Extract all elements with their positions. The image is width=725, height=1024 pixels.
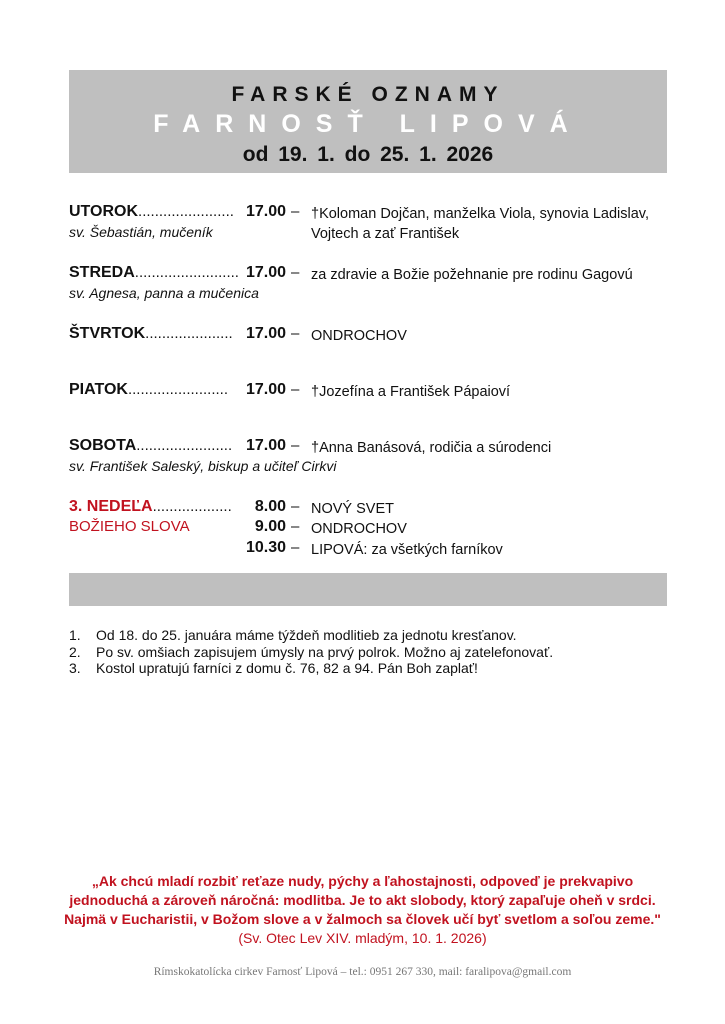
- quote-line: jednoduchá a zároveň náročná: modlitba. Je to akt slobody, ktorý zapaľuje oheň v srdci.: [69, 892, 656, 908]
- list-item: [69, 644, 553, 661]
- mass-intention: ONDROCHOV: [311, 328, 407, 344]
- item-number: 2.: [69, 643, 81, 660]
- mass-time: 8.00: [254, 498, 286, 515]
- divider-bar: [69, 573, 667, 606]
- quote-source: (Sv. Otec Lev XIV. mladým, 10. 1. 2026): [238, 930, 487, 946]
- mass-time: 17.00: [245, 325, 286, 342]
- mass-intention: za zdravie a Božie požehnanie pre rodinu Gagovú: [311, 267, 633, 283]
- saint-of-day: sv. František Saleský, biskup a učiteľ Cirkvi: [69, 458, 337, 474]
- day-label: PIATOK........................: [69, 381, 228, 398]
- dash: –: [291, 264, 300, 281]
- saint-of-day: sv. Agnesa, panna a mučenica: [69, 285, 259, 301]
- sunday-label: 3. NEDEĽA...................: [69, 498, 232, 515]
- date-range: od 19. 1. do 25. 1. 2026: [242, 143, 494, 166]
- mass-intention: LIPOVÁ: za všetkých farníkov: [311, 542, 503, 558]
- quote-line: Najmä v Eucharistii, v Božom slove a v žalmoch sa človek učí byť svetlom a soľou zeme.": [64, 911, 661, 927]
- item-number: 3.: [69, 660, 81, 676]
- quote-line: „Ak chcú mladí rozbiť reťaze nudy, pýchy a ľahostajnosti, odpoveď je prekvapivo: [91, 873, 634, 889]
- pope-quote: [40, 872, 685, 948]
- dash: –: [291, 498, 300, 515]
- dash: –: [291, 381, 300, 398]
- page-title: FARSKÉ OZNAMY: [231, 83, 505, 106]
- mass-time: 17.00: [245, 264, 286, 281]
- saint-of-day: sv. Šebastián, mučeník: [69, 224, 213, 240]
- day-label: ŠTVRTOK.....................: [69, 325, 233, 342]
- list-item: [69, 627, 553, 644]
- item-text: Od 18. do 25. januára máme týždeň modlitieb za jednotu kresťanov.: [96, 627, 517, 643]
- item-number: 1.: [69, 627, 81, 643]
- header-banner: [69, 70, 667, 173]
- list-item: [69, 660, 553, 677]
- day-label: SOBOTA.......................: [69, 437, 233, 454]
- item-text: Po sv. omšiach zapisujem úmysly na prvý polrok. Možno aj zatelefonovať.: [96, 643, 554, 660]
- sunday-subtitle: BOŽIEHO SLOVA: [69, 518, 190, 535]
- mass-time: 17.00: [245, 203, 286, 220]
- mass-intention: †Jozefína a František Pápaioví: [311, 384, 511, 400]
- mass-intention: †Koloman Dojčan, manželka Viola, synovia Ladislav, Vojtech a zať František: [311, 206, 649, 242]
- day-label: UTOROK.......................: [69, 203, 234, 220]
- parish-name: FARNOSŤ LIPOVÁ: [153, 110, 583, 138]
- day-label: STREDA.........................: [69, 264, 239, 281]
- mass-intention: ONDROCHOV: [311, 521, 407, 537]
- mass-intention: NOVÝ SVET: [311, 501, 394, 517]
- mass-time: 10.30: [245, 539, 286, 556]
- dash: –: [291, 325, 300, 342]
- dash: –: [291, 203, 300, 220]
- announcements-list: [69, 627, 553, 677]
- dash: –: [291, 518, 300, 535]
- schedule-row-nedela: [69, 498, 669, 560]
- item-text: Kostol upratujú farníci z domu č. 76, 82 a 94. Pán Boh zaplať!: [96, 660, 478, 676]
- dash: –: [291, 539, 300, 556]
- mass-time: 17.00: [245, 437, 286, 454]
- dash: –: [291, 437, 300, 454]
- mass-intention: †Anna Banásová, rodičia a súrodenci: [311, 440, 552, 456]
- mass-time: 9.00: [254, 518, 286, 535]
- footer-contact: Rímskokatolícka cirkev Farnosť Lipová – tel.: 0951 267 330, mail: faralipova@gmail.com: [153, 966, 572, 978]
- mass-time: 17.00: [245, 381, 286, 398]
